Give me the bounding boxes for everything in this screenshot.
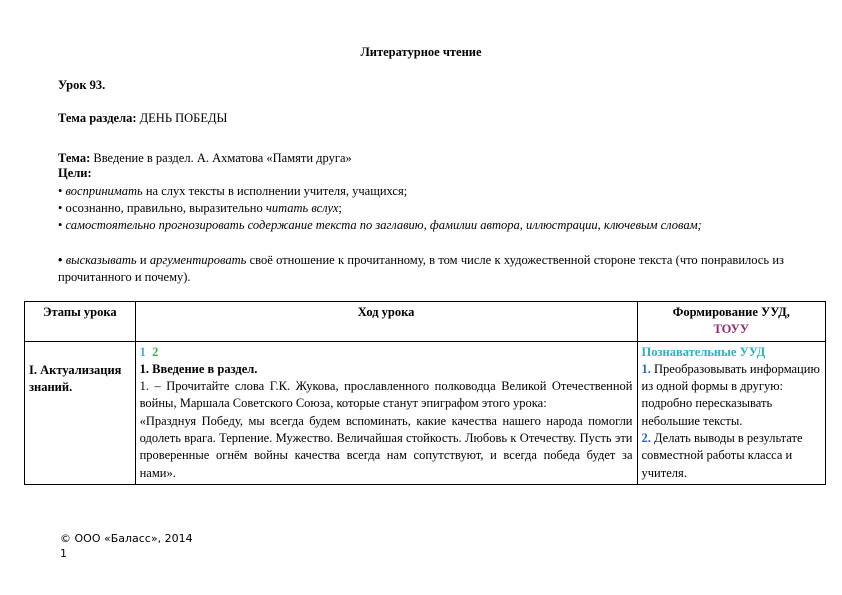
slide-numbers <box>140 344 633 361</box>
table-row <box>25 341 826 484</box>
uud-item-2: 2. Делать выводы в результате совместной работы класса и учителя. <box>641 431 803 480</box>
goal-text: своё отношение к прочитанному, в том числе к художественной стороне текста (что понравилось из прочитанного и почему). <box>58 253 784 284</box>
course-text-1: 1. – Прочитайте слова Г.К. Жукова, прославленного полководца Великой Отечественной войны, Маршала Советского Союза, которые станут эпиграфом этого урока: <box>139 379 633 411</box>
slide-number-1: 1 <box>139 344 146 359</box>
uud-item-1: 1. Преобразовывать информацию из одной формы в другую: подробно пересказывать небольшие тексты. <box>641 361 820 428</box>
goal-item <box>58 217 784 234</box>
copyright: © ООО «Баласс», 2014 <box>60 532 193 545</box>
goal-em: читать вслух <box>265 201 339 215</box>
uud-cell <box>637 341 826 484</box>
goal-em: воспринимать <box>65 184 143 198</box>
bullet: • <box>58 218 63 232</box>
stage-cell: I. Актуализация знаний. <box>25 341 136 484</box>
topic-label: Тема: <box>58 151 91 165</box>
slide-number-2: 2 <box>152 344 159 359</box>
lesson-number: Урок 93. <box>58 78 106 92</box>
goal-item <box>58 200 784 217</box>
section-line <box>58 111 227 126</box>
topic-line <box>58 151 352 166</box>
goal-em: аргументировать <box>149 253 247 267</box>
bullet: • <box>58 184 63 198</box>
goal-text: и <box>136 253 150 267</box>
goal-text: на слух тексты в исполнении учителя, учащихся; <box>142 184 408 198</box>
table-header-row <box>25 302 826 342</box>
section-label: Тема раздела: <box>58 111 137 125</box>
goal-em: высказывать <box>62 253 137 267</box>
bullet: • <box>58 201 63 215</box>
course-heading: 1. Введение в раздел. <box>139 361 258 376</box>
topic-value: Введение в раздел. А. Ахматова «Памяти друга» <box>93 151 352 165</box>
course-text-2: «Празднуя Победу, мы всегда будем вспоминать, какие качества нашего народа помогли одолеть врага. Терпение. Мужество. Величайшая стойкость. Любовь к Отечеству. Пусть эти проверенные огнём войны качества всегда нам сопутствуют, и всегда победа будет за нами». <box>139 413 633 480</box>
page-title: Литературное чтение <box>360 45 482 59</box>
goals-label: Цели: <box>58 166 92 180</box>
goal-item <box>58 183 784 200</box>
header-course: Ход урока <box>135 302 637 342</box>
header-uud: Формирование УУД, ТОУУ <box>637 302 826 342</box>
header-stages: Этапы урока <box>25 302 136 342</box>
goal-text: ; <box>338 201 342 215</box>
touu-label: ТОУУ <box>713 322 750 337</box>
goal-text: осознанно, правильно, выразительно <box>62 201 266 215</box>
lesson-table <box>24 301 826 485</box>
uud-title: Познавательные УУД <box>641 344 766 359</box>
section-value: ДЕНЬ ПОБЕДЫ <box>139 111 228 125</box>
bullet: • <box>58 253 63 267</box>
course-cell <box>135 341 637 484</box>
goal-item <box>58 252 784 286</box>
page-number: 1 <box>60 547 67 560</box>
goal-em: самостоятельно прогнозировать содержание текста по заглавию, фамилии автора, иллюстрации, ключевым словам; <box>62 218 702 232</box>
